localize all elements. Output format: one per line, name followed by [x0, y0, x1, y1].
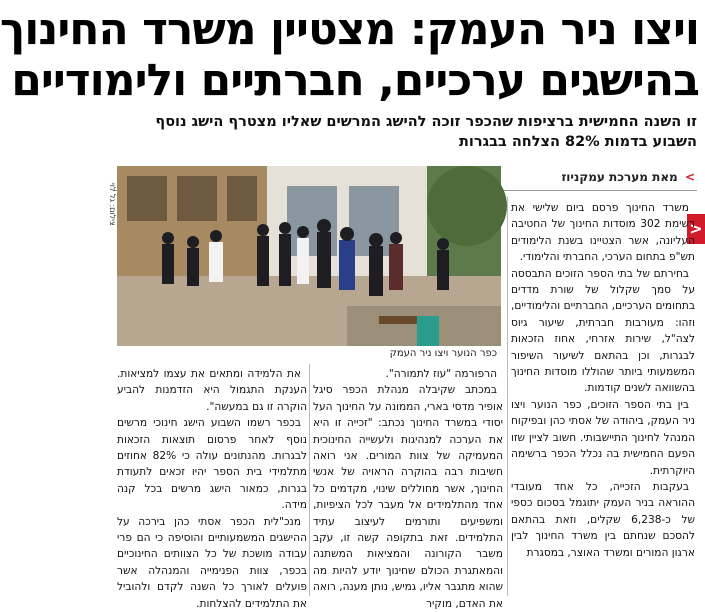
photo-illustration [117, 166, 501, 346]
paragraph: משרד החינוך פרסם ביום שלישי את רשימת 302 מוסדות החינוך של החטיבה העליונה, אשר הצטיינו בשנת הלימודים תש"פ בתחום הערכי, החברתי והלימודי. [511, 202, 695, 264]
article-photo [117, 166, 501, 346]
headline [0, 4, 699, 106]
photo-caption: כפר הנוער ויצו ניר העמק [389, 348, 497, 359]
paragraph: את הלמידה ומתאים את עצמו למציאות. הענקת התגמול היא הזדמנות להביע הוקרה זו גם במעשה". [117, 368, 307, 413]
article-column-middle [313, 366, 503, 610]
byline-text: מאת מערכת עמקניוז [561, 170, 678, 184]
paragraph: מנכ"לית הכפר אסתי כהן בירכה על ההישגים המשמעותיים והוסיפה כי הם פרי עבודה מושכת של כל הצוותים החינוכיים בכפר, צוות הפנימייה והמנהלה אשר פועלים לאורך כל השנה לקדם ולהוביל את התלמידים להצלחות. [117, 515, 307, 610]
article-column-left [117, 366, 307, 610]
paragraph: בין בתי הספר הזוכים, כפר הנוער ויצו ניר העמק, ביהודה של אסתי כהן ובפיקוח המנהל לחינוך התיישבותי. חשוב לציין שזו הפעם החמישית בה נכלל הכפר ברשימה היוקרתית. [511, 398, 695, 477]
photo-credit: צילום: גל לוי [108, 183, 117, 226]
paragraph: בחירתם של בתי הספר הזוכים התבססה על סמך שקלול של שורת מדדים בתחומים הערכיים, החברתיים והלימודיים, וזהו: מעורבות חברתית, שיעור גיוס לצה"ל, שירות אזרחי, אחוז הזכאות לבגרות, וכן בהתאם לשיעור השיפור המשמעותי ביותר שהוללו מוסדות החינוך בהשוואה לשנים קודמות. [511, 267, 695, 395]
column-divider [507, 196, 508, 596]
headline-line-2: בהישגים ערכיים, חברתיים ולימודיים [11, 55, 699, 106]
subheadline: זו השנה החמישית ברציפות שהכפר זוכה להישג המרשים שאליו מצטרף הישג נוסף השבוע בדמות 82% הצלחה בבגרות [155, 114, 697, 150]
paragraph: במכתב שקיבלה מנהלת הכפר סיגל אופיר מדסי בארי, הממונה על החינוך העל יסודי במשרד החינוך נכתב: "זכייה זו היא את הערכה למנהיגות ולעשייה החינוכית המעמיקה של צוות המורים. אני רואה חשיבות רבה בהוקרה הראויה של אנשי החינוך, אשר מחוללים שינוי, מקדמים כל אחד מהתלמידים אל מעבר לכל הציפיות, ומשפיעים ותורמים לעיצוב עתיד התלמידים. זאת בתקופה קשה זו, עקב משבר הקורונה והמציאות המשתנה והמאתגרת הכולם שחינוך יודע להיות מה שהוא מתגבר אליו, גמיש, נותן מענה, רואה את האדם, מוקיר [313, 384, 503, 610]
chevron-left-icon: > [684, 170, 695, 184]
paragraph: הרפורמה "עוז לתמורה". [385, 368, 497, 380]
previous-arrow-icon[interactable]: < [687, 214, 705, 244]
paragraph: בעקבות הזכייה, כל אחד מעובדי ההוראה בניר העמק יתוגמל בסכום כספי של כ-6,238 שקלים, וזאת בהתאם להסכם שנחתם בין משרד החינוך לבין ארגון המורים ומשרד האוצר, במסגרת [511, 480, 695, 559]
article-column-right [511, 200, 695, 596]
byline [561, 170, 695, 184]
column-divider [309, 364, 310, 596]
paragraph: בכפר רשמו השבוע הישג חינוכי מרשים נוסף לאחר פרסום תוצאות הזכאות לבגרות. מהנתונים עולה כי 82% אחוזים מתלמידי בית הספר יהיו זכאים לתעודת בגרות, כמאור הישג מרשים בכל קנה מידה. [117, 417, 307, 512]
headline-line-1: ויצו ניר העמק: מצטיין משרד החינוך [0, 4, 699, 55]
